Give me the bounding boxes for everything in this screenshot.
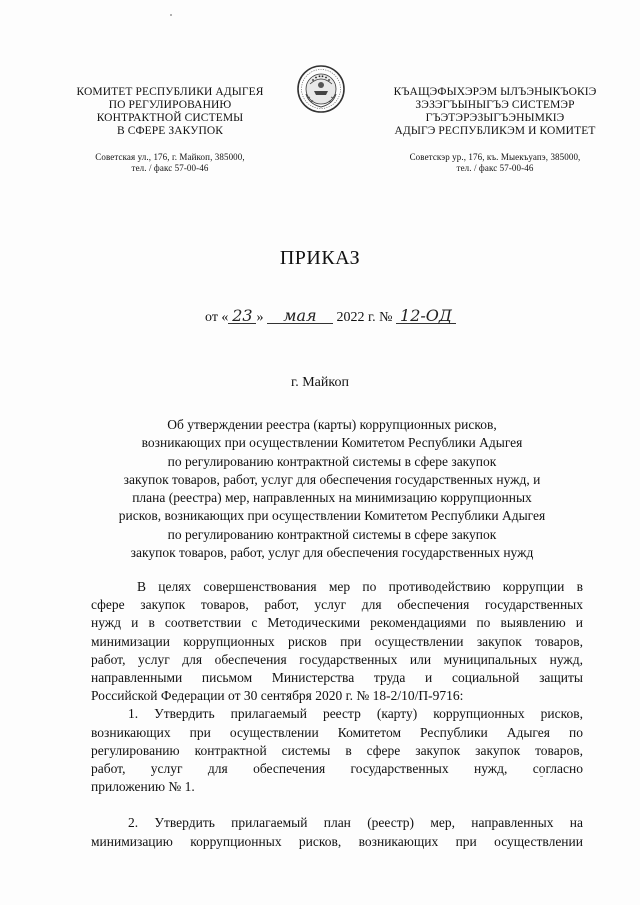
subject-line: плана (реестра) мер, направленных на минимизацию коррупционных bbox=[132, 490, 532, 506]
scan-speck bbox=[170, 14, 172, 16]
address-line: Советская ул., 176, г. Майкоп, 385000, bbox=[95, 152, 245, 162]
header-left-line: ПО РЕГУЛИРОВАНИЮ bbox=[108, 99, 232, 111]
header-right-block bbox=[376, 86, 614, 174]
body-line: возникающих при осуществлении Комитетом Республики Адыгея по bbox=[91, 724, 583, 740]
header-left-line: КОМИТЕТ РЕСПУБЛИКИ АДЫГЕЯ bbox=[76, 86, 264, 98]
preamble-paragraph bbox=[91, 578, 583, 705]
header-left-line: КОНТРАКТНОЙ СИСТЕМЫ bbox=[96, 112, 244, 124]
body-line: 1. Утвердить прилагаемый реестр (карту) коррупционных рисков, bbox=[128, 706, 583, 722]
item-1-paragraph bbox=[91, 705, 583, 796]
contact-line: тел. / факс 57-00-46 bbox=[131, 163, 209, 173]
body-line: нужд и в соответствии с Методическими рекомендациями по выявлению и bbox=[91, 615, 583, 631]
subject-line: возникающих при осуществлении Комитетом Республики Адыгея bbox=[141, 435, 523, 451]
header-left-address bbox=[60, 152, 280, 174]
coat-of-arms-adygea-icon bbox=[296, 64, 346, 114]
body-line: работ, услуг для обеспечения государственных нужд, согласно bbox=[91, 761, 583, 777]
body-line: минимизации коррупционных рисков при осуществлении закупок товаров, bbox=[91, 633, 583, 649]
date-prefix: от « bbox=[205, 310, 229, 325]
subject-line: Об утверждении реестра (карты) коррупционных рисков, bbox=[167, 417, 497, 432]
handwritten-month: мая bbox=[267, 308, 333, 324]
subject-line: по регулированию контрактной системы в сфере закупок bbox=[167, 526, 497, 542]
body-line: 2. Утвердить прилагаемый план (реестр) мер, направленных на bbox=[128, 815, 583, 831]
header-left-line: В СФЕРЕ ЗАКУПОК bbox=[116, 125, 224, 137]
address-line: Советскэр ур., 176, къ. Мыекъуапэ, 385000, bbox=[409, 152, 581, 162]
header-right-line: ЗЭЗЭГЪЫНЫГЪЭ СИСТЕМЭР bbox=[415, 99, 575, 111]
body-line: минимизацию коррупционных рисков, возникающих при осуществлении bbox=[91, 833, 583, 849]
body-line: сфере закупок товаров, работ, услуг для обеспечения государственных bbox=[91, 597, 583, 613]
subject-line: по регулированию контрактной системы в сфере закупок bbox=[167, 453, 497, 469]
year-and-number-label: 2022 г. № bbox=[336, 310, 393, 325]
body-line: регулированию контрактной системы в сфере закупок закупок товаров, bbox=[91, 742, 583, 758]
body-line: работ, услуг для обеспечения государственных или муниципальных нужд, bbox=[91, 651, 583, 667]
date-quote-close: » bbox=[256, 310, 264, 325]
handwritten-order-number: 12-ОД bbox=[396, 308, 456, 324]
body-line: В целях совершенствования мер по противодействию коррупции в bbox=[137, 579, 583, 594]
paragraph-gap bbox=[91, 796, 583, 814]
body-line: приложению № 1. bbox=[91, 779, 195, 795]
document-title: ПРИКАЗ bbox=[279, 247, 361, 269]
item-2-paragraph bbox=[91, 814, 583, 850]
header-left-block bbox=[60, 86, 280, 174]
handwritten-day: 23 bbox=[228, 308, 256, 324]
subject-line: закупок товаров, работ, услуг для обеспечения государственных нужд, и bbox=[123, 471, 541, 487]
subject-line: закупок товаров, работ, услуг для обеспечения государственных нужд bbox=[130, 545, 534, 561]
body-line: направленными письмом Министерства труда и социальной защиты bbox=[91, 670, 583, 686]
contact-line: тел. / факс 57-00-46 bbox=[456, 163, 534, 173]
header-right-line: КЪАЩЭФЫХЭРЭМ ЫЛЪЭНЫКЪОКIЭ bbox=[393, 86, 597, 98]
order-subject bbox=[88, 416, 576, 562]
subject-line: рисков, возникающих при осуществлении Комитетом Республики Адыгея bbox=[118, 508, 546, 524]
header-right-line: ГЪЭТЭРЭЗЫГЪЭНЫМКIЭ bbox=[425, 112, 565, 124]
body-line: Российской Федерации от 30 сентября 2020 г. № 18-2/10/П-9716: bbox=[91, 688, 464, 704]
city: г. Майкоп bbox=[291, 375, 349, 390]
order-body bbox=[91, 578, 583, 851]
order-date-number-line bbox=[205, 308, 456, 326]
header-right-address bbox=[376, 152, 614, 174]
header-right-line: АДЫГЭ РЕСПУБЛИКЭМ И КОМИТЕТ bbox=[394, 125, 596, 137]
